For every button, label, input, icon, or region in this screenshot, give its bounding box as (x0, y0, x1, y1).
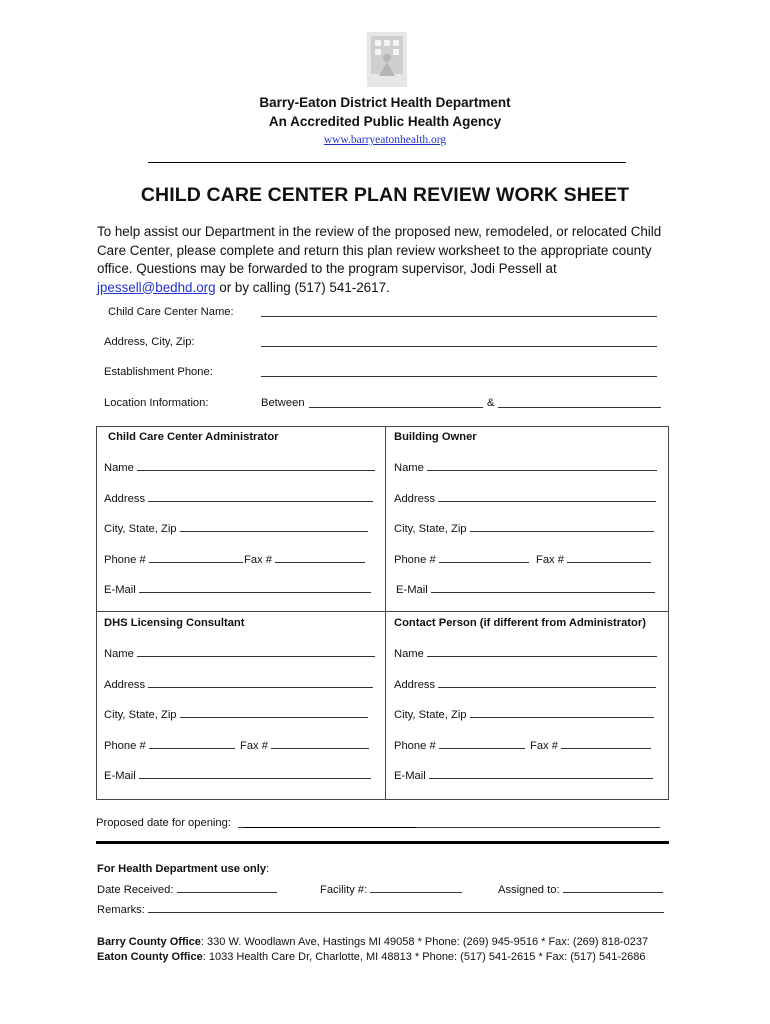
admin-phone-row (104, 553, 243, 566)
admin-name-label: Name (104, 462, 134, 474)
email-link[interactable]: jpessell@bedhd.org (97, 279, 216, 295)
consultant-name-field[interactable] (137, 647, 375, 657)
admin-phone-field[interactable] (149, 553, 243, 563)
header-divider (148, 162, 626, 163)
owner-phone-row (394, 553, 529, 566)
admin-email-row (104, 583, 371, 596)
admin-address-label: Address (104, 493, 146, 505)
contact-email-field[interactable] (429, 769, 653, 779)
opening-date-underline-bold (244, 827, 416, 828)
between-street-1-field[interactable] (309, 407, 483, 408)
intro-text: To help assist our Department in the review of the proposed new, remodeled, or relocated Child Care Center, please complete and return this plan review worksheet to the appropriate county office. Questions may be forwarded to the program supervisor, Jodi Pessell at (97, 224, 662, 276)
contact-name-row (394, 647, 657, 660)
org-tagline: An Accredited Public Health Agency (268, 114, 502, 129)
date-received-field[interactable] (177, 883, 277, 893)
admin-name-field[interactable] (137, 461, 375, 471)
owner-heading: Building Owner (394, 431, 477, 443)
office-use-heading (97, 863, 269, 875)
assigned-to-field[interactable] (563, 883, 663, 893)
contact-phone-field[interactable] (439, 739, 525, 749)
owner-email-field[interactable] (431, 583, 655, 593)
admin-city-label: City, State, Zip (104, 523, 177, 535)
location-label: Location Information: (104, 397, 209, 409)
owner-city-field[interactable] (470, 522, 654, 532)
admin-fax-label: Fax # (244, 554, 272, 566)
contact-email-label: E-Mail (394, 770, 426, 782)
contact-phone-row (394, 739, 525, 752)
address-field[interactable] (261, 346, 657, 347)
contact-address-row (394, 678, 656, 691)
and-label: & (487, 397, 495, 409)
consultant-fax-field[interactable] (271, 739, 369, 749)
intro-paragraph (97, 223, 677, 297)
consultant-phone-row (104, 739, 235, 752)
center-name-label: Child Care Center Name: (108, 306, 234, 318)
eaton-office-details: : 1033 Health Care Dr, Charlotte, MI 48813 * Phone: (517) 541-2615 * Fax: (517) 541-2686 (202, 951, 646, 963)
owner-city-row (394, 522, 654, 535)
table-column-divider (385, 426, 386, 800)
consultant-address-label: Address (104, 679, 146, 691)
owner-email-row (396, 583, 655, 596)
intro-text-end: or by calling (517) 541-2617. (215, 279, 390, 295)
phone-field[interactable] (261, 376, 657, 377)
eaton-office-name: Eaton County Office (97, 951, 203, 963)
facility-row (320, 883, 462, 896)
owner-fax-row (536, 553, 651, 566)
contact-name-field[interactable] (427, 647, 657, 657)
owner-name-label: Name (394, 462, 424, 474)
consultant-city-field[interactable] (180, 708, 368, 718)
contact-address-label: Address (394, 679, 436, 691)
department-logo (367, 32, 407, 87)
contact-city-field[interactable] (470, 708, 654, 718)
admin-email-field[interactable] (139, 583, 371, 593)
owner-city-label: City, State, Zip (394, 523, 467, 535)
consultant-heading: DHS Licensing Consultant (104, 617, 245, 629)
consultant-phone-label: Phone # (104, 740, 146, 752)
contact-fax-label: Fax # (530, 740, 558, 752)
owner-email-label: E-Mail (396, 584, 428, 596)
barry-office-details: : 330 W. Woodlawn Ave, Hastings MI 49058 * Phone: (269) 945-9516 * Fax: (269) 818-0237 (200, 936, 649, 948)
admin-phone-label: Phone # (104, 554, 146, 566)
date-received-label: Date Received: (97, 884, 174, 896)
owner-address-row (394, 492, 656, 505)
admin-fax-row (244, 553, 365, 566)
opening-date-label: Proposed date for opening: (96, 817, 231, 829)
contact-fax-row (530, 739, 651, 752)
consultant-fax-label: Fax # (240, 740, 268, 752)
owner-phone-label: Phone # (394, 554, 436, 566)
consultant-email-row (104, 769, 371, 782)
assigned-to-row (498, 883, 663, 896)
assigned-to-label: Assigned to: (498, 884, 560, 896)
eaton-office-info (97, 951, 645, 963)
owner-fax-label: Fax # (536, 554, 564, 566)
facility-label: Facility #: (320, 884, 368, 896)
consultant-email-field[interactable] (139, 769, 371, 779)
barry-office-name: Barry County Office (97, 936, 201, 948)
website-link[interactable]: www.barryeatonhealth.org (323, 134, 447, 146)
consultant-name-row (104, 647, 375, 660)
consultant-city-label: City, State, Zip (104, 709, 177, 721)
admin-city-field[interactable] (180, 522, 368, 532)
between-street-2-field[interactable] (498, 407, 661, 408)
contact-phone-label: Phone # (394, 740, 436, 752)
admin-email-label: E-Mail (104, 584, 136, 596)
consultant-phone-field[interactable] (149, 739, 235, 749)
consultant-email-label: E-Mail (104, 770, 136, 782)
owner-name-row (394, 461, 657, 474)
admin-address-field[interactable] (148, 492, 373, 502)
contact-person-heading: Contact Person (if different from Administrator) (394, 617, 646, 629)
center-name-field[interactable] (261, 316, 657, 317)
remarks-row (97, 903, 664, 916)
page-title: CHILD CARE CENTER PLAN REVIEW WORK SHEET (140, 184, 630, 206)
office-use-colon: : (266, 863, 270, 875)
consultant-fax-row (240, 739, 369, 752)
between-label: Between (261, 397, 305, 409)
owner-address-label: Address (394, 493, 436, 505)
barry-office-info (97, 936, 648, 948)
admin-address-row (104, 492, 373, 505)
contact-city-label: City, State, Zip (394, 709, 467, 721)
administrator-heading: Child Care Center Administrator (108, 431, 279, 443)
section-divider (96, 841, 669, 844)
owner-fax-field[interactable] (567, 553, 651, 563)
owner-phone-field[interactable] (439, 553, 529, 563)
table-row-divider (96, 611, 669, 612)
org-name: Barry-Eaton District Health Department (259, 95, 511, 110)
remarks-field[interactable] (148, 903, 664, 913)
contact-city-row (394, 708, 654, 721)
owner-name-field[interactable] (427, 461, 657, 471)
consultant-address-row (104, 678, 373, 691)
consultant-city-row (104, 708, 368, 721)
facility-field[interactable] (370, 883, 462, 893)
consultant-name-label: Name (104, 648, 134, 660)
remarks-label: Remarks: (97, 904, 145, 916)
contact-address-field[interactable] (438, 678, 656, 688)
contact-email-row (394, 769, 653, 782)
address-label: Address, City, Zip: (104, 336, 195, 348)
admin-fax-field[interactable] (275, 553, 365, 563)
admin-name-row (104, 461, 375, 474)
admin-city-row (104, 522, 368, 535)
consultant-address-field[interactable] (148, 678, 373, 688)
contact-fax-field[interactable] (561, 739, 651, 749)
phone-label: Establishment Phone: (104, 366, 213, 378)
office-use-heading-text: For Health Department use only (97, 863, 267, 875)
date-received-row (97, 883, 277, 896)
contact-name-label: Name (394, 648, 424, 660)
owner-address-field[interactable] (438, 492, 656, 502)
